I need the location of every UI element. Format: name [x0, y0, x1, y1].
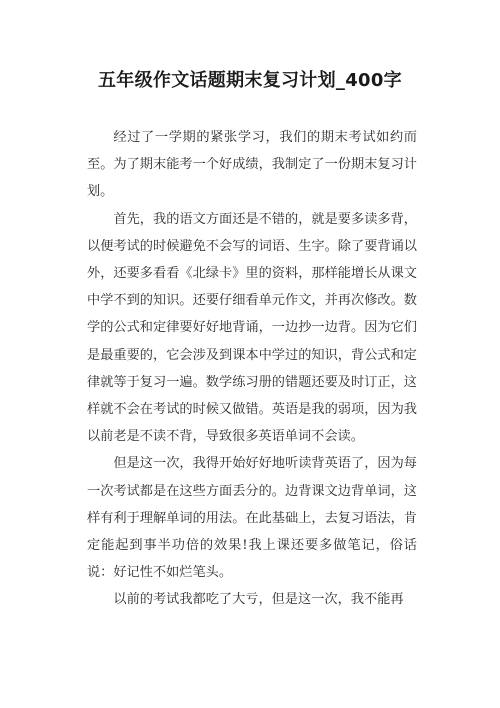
paragraph-3: 但是这一次，我得开始好好地听读背英语了，因为每一次考试都是在这些方面丢分的。边背课文边背单词，这样有利于理解单词的用法。在此基础上，去复习语法，肯定能起到事半功倍的效果!我上课还要多做笔记，俗话说：好记性不如烂笔头。: [87, 456, 417, 581]
paragraph-2: 首先，我的语文方面还是不错的，就是要多读多背，以便考试的时候避免不会写的词语、生字。除了要背诵以外，还要多看看《北绿卡》里的资料，那样能增长从课文中学不到的知识。还要仔细看单元作文，并再次修改。数学的公式和定律要好好地背诵，一边抄一边背。因为它们是最重要的，它会涉及到课本中学过的知识，背公式和定律就等于复习一遍。数学练习册的错题还要及时订正，这样就不会在考试的时候又做错。英语是我的弱项，因为我以前老是不读不背，导致很多英语单词不会读。: [87, 211, 417, 445]
document-title: 五年级作文话题期末复习计划_400字: [98, 70, 402, 91]
paragraph-1: 经过了一学期的紧张学习，我们的期末考试如约而至。为了期末能考一个好成绩，我制定了一份期末复习计划。: [87, 130, 417, 200]
paragraph-4: 以前的考试我都吃了大亏，但是这一次，我不能再: [113, 592, 404, 608]
document-body: [87, 124, 417, 614]
